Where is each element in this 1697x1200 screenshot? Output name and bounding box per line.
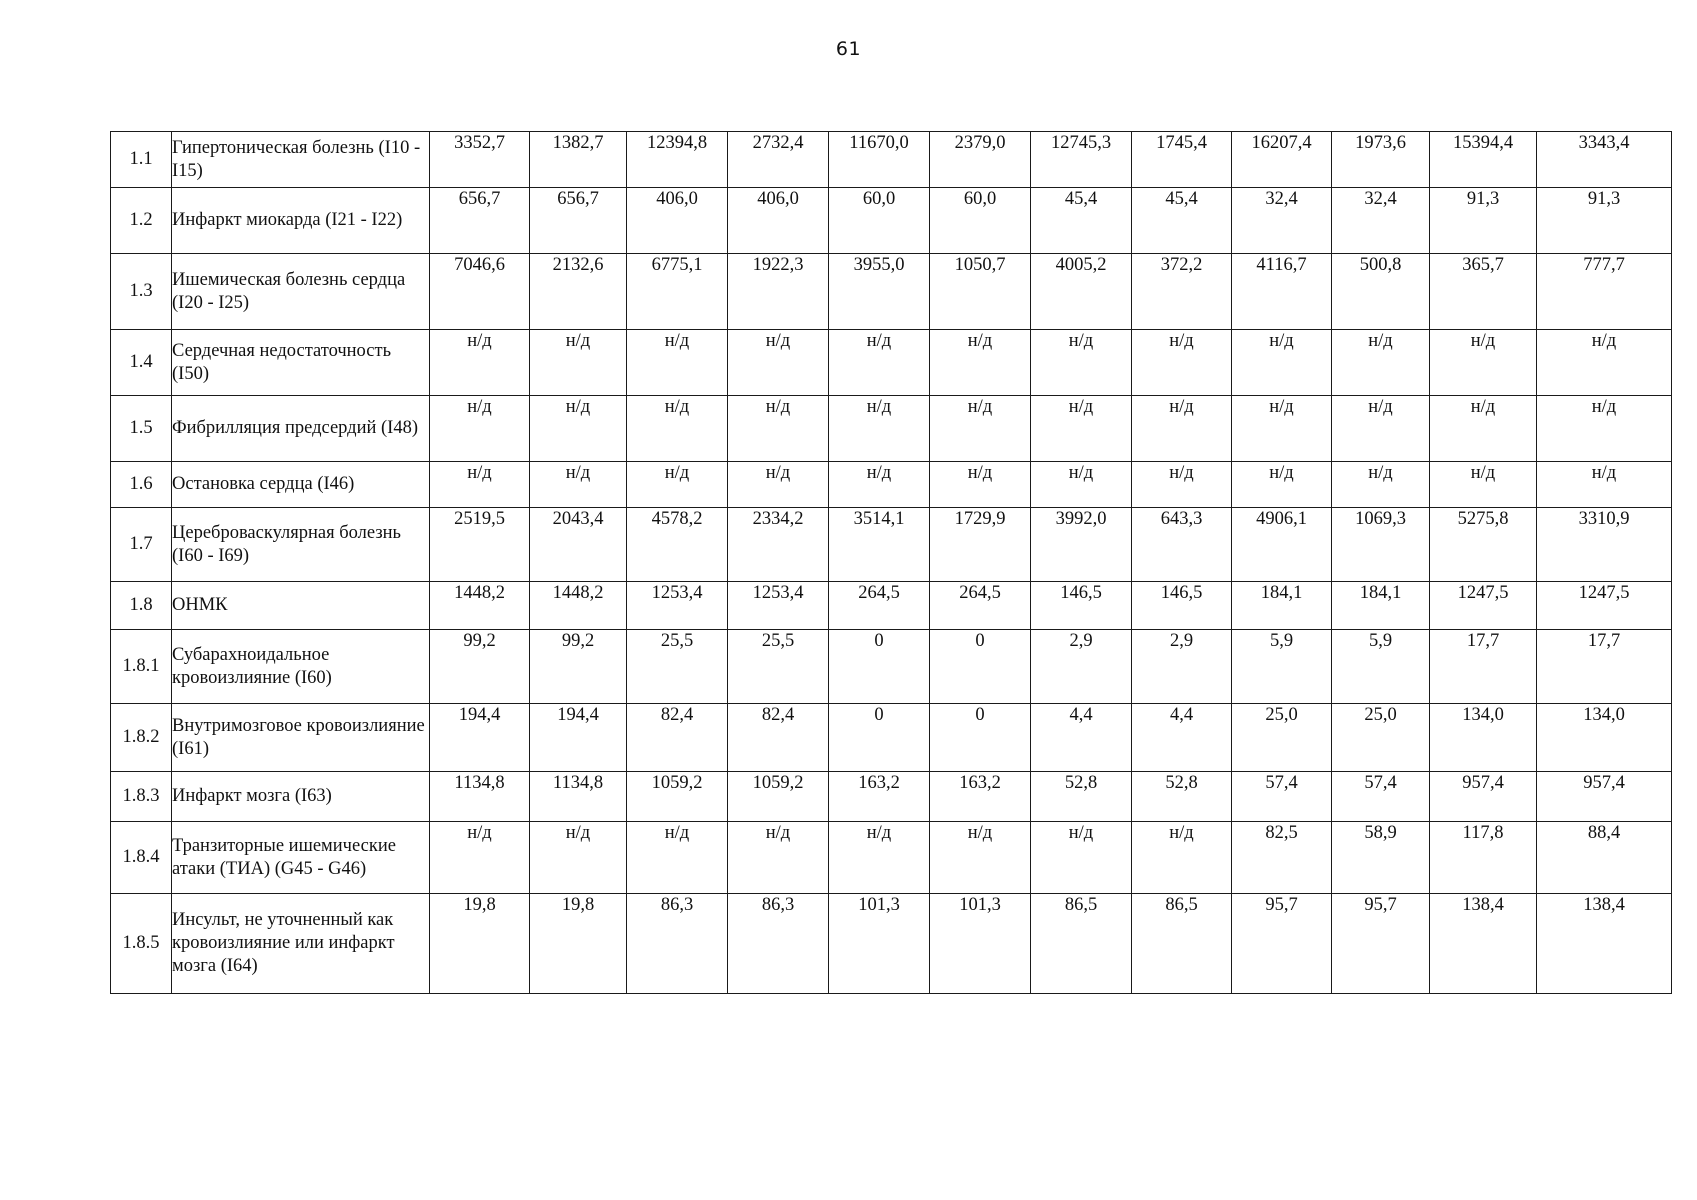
value-cell: 1745,4 xyxy=(1132,132,1232,188)
value-cell: 194,4 xyxy=(530,704,627,772)
value-cell: 19,8 xyxy=(430,894,530,994)
value-cell: 264,5 xyxy=(930,582,1031,630)
row-number-cell: 1.1 xyxy=(111,132,172,188)
value-cell: 1134,8 xyxy=(530,772,627,822)
value-cell: 406,0 xyxy=(627,188,728,254)
value-cell: 194,4 xyxy=(430,704,530,772)
value-cell: 163,2 xyxy=(930,772,1031,822)
value-cell: 0 xyxy=(829,630,930,704)
value-cell: н/д xyxy=(1031,396,1132,462)
value-cell: 2132,6 xyxy=(530,254,627,330)
value-cell: 1050,7 xyxy=(930,254,1031,330)
value-cell: 2,9 xyxy=(1132,630,1232,704)
value-cell: 146,5 xyxy=(1132,582,1232,630)
row-number-cell: 1.8.5 xyxy=(111,894,172,994)
value-cell: 163,2 xyxy=(829,772,930,822)
value-cell: н/д xyxy=(728,330,829,396)
value-cell: н/д xyxy=(1430,396,1537,462)
row-name-cell: Внутримозговое кровоизлияние (I61) xyxy=(172,704,430,772)
table-row xyxy=(111,132,1672,188)
value-cell: 3955,0 xyxy=(829,254,930,330)
value-cell: 6775,1 xyxy=(627,254,728,330)
value-cell: 0 xyxy=(829,704,930,772)
value-cell: 184,1 xyxy=(1232,582,1332,630)
value-cell: н/д xyxy=(728,822,829,894)
value-cell: 1247,5 xyxy=(1537,582,1672,630)
row-name-cell: Остановка сердца (I46) xyxy=(172,462,430,508)
value-cell: н/д xyxy=(1232,330,1332,396)
value-cell: н/д xyxy=(530,396,627,462)
value-cell: н/д xyxy=(530,462,627,508)
table-body xyxy=(111,132,1672,994)
value-cell: 7046,6 xyxy=(430,254,530,330)
table-row xyxy=(111,704,1672,772)
value-cell: 86,5 xyxy=(1132,894,1232,994)
value-cell: н/д xyxy=(1430,330,1537,396)
value-cell: 45,4 xyxy=(1031,188,1132,254)
value-cell: н/д xyxy=(627,330,728,396)
value-cell: 4116,7 xyxy=(1232,254,1332,330)
value-cell: н/д xyxy=(1537,396,1672,462)
value-cell: 0 xyxy=(930,630,1031,704)
value-cell: 12745,3 xyxy=(1031,132,1132,188)
value-cell: 146,5 xyxy=(1031,582,1132,630)
value-cell: 25,0 xyxy=(1332,704,1430,772)
row-number-cell: 1.3 xyxy=(111,254,172,330)
value-cell: 99,2 xyxy=(530,630,627,704)
table-row xyxy=(111,254,1672,330)
value-cell: 101,3 xyxy=(930,894,1031,994)
value-cell: н/д xyxy=(1031,330,1132,396)
value-cell: 777,7 xyxy=(1537,254,1672,330)
value-cell: 1069,3 xyxy=(1332,508,1430,582)
value-cell: 1253,4 xyxy=(728,582,829,630)
table-row xyxy=(111,822,1672,894)
value-cell: н/д xyxy=(1132,822,1232,894)
table-container xyxy=(110,131,1671,994)
value-cell: 58,9 xyxy=(1332,822,1430,894)
table-row xyxy=(111,772,1672,822)
value-cell: 4578,2 xyxy=(627,508,728,582)
value-cell: 2,9 xyxy=(1031,630,1132,704)
value-cell: 1134,8 xyxy=(430,772,530,822)
row-number-cell: 1.2 xyxy=(111,188,172,254)
value-cell: 86,5 xyxy=(1031,894,1132,994)
value-cell: 4906,1 xyxy=(1232,508,1332,582)
value-cell: 1382,7 xyxy=(530,132,627,188)
value-cell: н/д xyxy=(627,822,728,894)
value-cell: 2334,2 xyxy=(728,508,829,582)
row-number-cell: 1.8 xyxy=(111,582,172,630)
value-cell: 16207,4 xyxy=(1232,132,1332,188)
value-cell: 4,4 xyxy=(1031,704,1132,772)
value-cell: 3992,0 xyxy=(1031,508,1132,582)
value-cell: н/д xyxy=(627,462,728,508)
value-cell: н/д xyxy=(430,330,530,396)
table-row xyxy=(111,894,1672,994)
value-cell: н/д xyxy=(1232,396,1332,462)
value-cell: 1448,2 xyxy=(530,582,627,630)
value-cell: н/д xyxy=(1132,462,1232,508)
table-row xyxy=(111,330,1672,396)
value-cell: н/д xyxy=(627,396,728,462)
value-cell: н/д xyxy=(1031,822,1132,894)
value-cell: н/д xyxy=(1132,396,1232,462)
value-cell: 52,8 xyxy=(1031,772,1132,822)
row-number-cell: 1.6 xyxy=(111,462,172,508)
row-number-cell: 1.4 xyxy=(111,330,172,396)
value-cell: 5,9 xyxy=(1232,630,1332,704)
value-cell: 1448,2 xyxy=(430,582,530,630)
row-number-cell: 1.8.4 xyxy=(111,822,172,894)
row-name-cell: Субарахноидальное кровоизлияние (I60) xyxy=(172,630,430,704)
value-cell: 91,3 xyxy=(1430,188,1537,254)
value-cell: 365,7 xyxy=(1430,254,1537,330)
value-cell: 86,3 xyxy=(728,894,829,994)
value-cell: н/д xyxy=(829,462,930,508)
value-cell: 2732,4 xyxy=(728,132,829,188)
row-number-cell: 1.5 xyxy=(111,396,172,462)
value-cell: н/д xyxy=(930,822,1031,894)
table-row xyxy=(111,630,1672,704)
value-cell: 101,3 xyxy=(829,894,930,994)
value-cell: 1059,2 xyxy=(728,772,829,822)
row-number-cell: 1.7 xyxy=(111,508,172,582)
value-cell: 4005,2 xyxy=(1031,254,1132,330)
value-cell: н/д xyxy=(728,396,829,462)
value-cell: н/д xyxy=(829,396,930,462)
value-cell: н/д xyxy=(1430,462,1537,508)
statistics-table xyxy=(110,131,1672,994)
row-name-cell: Сердечная недостаточность (I50) xyxy=(172,330,430,396)
value-cell: н/д xyxy=(1537,462,1672,508)
value-cell: 656,7 xyxy=(530,188,627,254)
value-cell: н/д xyxy=(1132,330,1232,396)
value-cell: 52,8 xyxy=(1132,772,1232,822)
value-cell: 12394,8 xyxy=(627,132,728,188)
value-cell: н/д xyxy=(829,330,930,396)
value-cell: 643,3 xyxy=(1132,508,1232,582)
value-cell: 5,9 xyxy=(1332,630,1430,704)
value-cell: 2379,0 xyxy=(930,132,1031,188)
value-cell: 134,0 xyxy=(1430,704,1537,772)
value-cell: 1253,4 xyxy=(627,582,728,630)
value-cell: 2043,4 xyxy=(530,508,627,582)
value-cell: 3352,7 xyxy=(430,132,530,188)
value-cell: 1922,3 xyxy=(728,254,829,330)
value-cell: 60,0 xyxy=(930,188,1031,254)
value-cell: 82,4 xyxy=(728,704,829,772)
value-cell: 95,7 xyxy=(1232,894,1332,994)
value-cell: 0 xyxy=(930,704,1031,772)
value-cell: н/д xyxy=(1031,462,1132,508)
value-cell: н/д xyxy=(430,396,530,462)
row-number-cell: 1.8.1 xyxy=(111,630,172,704)
value-cell: 3514,1 xyxy=(829,508,930,582)
value-cell: н/д xyxy=(1537,330,1672,396)
value-cell: н/д xyxy=(1332,330,1430,396)
value-cell: 1729,9 xyxy=(930,508,1031,582)
value-cell: 45,4 xyxy=(1132,188,1232,254)
value-cell: н/д xyxy=(430,462,530,508)
value-cell: 57,4 xyxy=(1232,772,1332,822)
value-cell: 25,5 xyxy=(627,630,728,704)
value-cell: 1059,2 xyxy=(627,772,728,822)
value-cell: 138,4 xyxy=(1537,894,1672,994)
row-number-cell: 1.8.3 xyxy=(111,772,172,822)
value-cell: 60,0 xyxy=(829,188,930,254)
value-cell: н/д xyxy=(728,462,829,508)
value-cell: 57,4 xyxy=(1332,772,1430,822)
value-cell: 500,8 xyxy=(1332,254,1430,330)
value-cell: 957,4 xyxy=(1430,772,1537,822)
value-cell: 1973,6 xyxy=(1332,132,1430,188)
value-cell: 82,5 xyxy=(1232,822,1332,894)
value-cell: 134,0 xyxy=(1537,704,1672,772)
value-cell: 4,4 xyxy=(1132,704,1232,772)
value-cell: н/д xyxy=(1332,396,1430,462)
value-cell: 25,0 xyxy=(1232,704,1332,772)
table-row xyxy=(111,462,1672,508)
value-cell: 957,4 xyxy=(1537,772,1672,822)
row-name-cell: ОНМК xyxy=(172,582,430,630)
value-cell: 91,3 xyxy=(1537,188,1672,254)
value-cell: н/д xyxy=(430,822,530,894)
row-name-cell: Фибрилляция предсердий (I48) xyxy=(172,396,430,462)
table-row xyxy=(111,188,1672,254)
value-cell: 117,8 xyxy=(1430,822,1537,894)
row-number-cell: 1.8.2 xyxy=(111,704,172,772)
value-cell: 2519,5 xyxy=(430,508,530,582)
value-cell: н/д xyxy=(930,396,1031,462)
value-cell: н/д xyxy=(530,330,627,396)
value-cell: 15394,4 xyxy=(1430,132,1537,188)
row-name-cell: Инсульт, не уточненный как кровоизлияние или инфаркт мозга (I64) xyxy=(172,894,430,994)
value-cell: 656,7 xyxy=(430,188,530,254)
value-cell: 17,7 xyxy=(1537,630,1672,704)
value-cell: 95,7 xyxy=(1332,894,1430,994)
row-name-cell: Гипертоническая болезнь (I10 - I15) xyxy=(172,132,430,188)
value-cell: 372,2 xyxy=(1132,254,1232,330)
value-cell: 19,8 xyxy=(530,894,627,994)
value-cell: н/д xyxy=(829,822,930,894)
value-cell: н/д xyxy=(530,822,627,894)
value-cell: н/д xyxy=(930,330,1031,396)
value-cell: 86,3 xyxy=(627,894,728,994)
page-number: 61 xyxy=(835,38,862,60)
value-cell: 32,4 xyxy=(1332,188,1430,254)
value-cell: 99,2 xyxy=(430,630,530,704)
value-cell: 32,4 xyxy=(1232,188,1332,254)
value-cell: 88,4 xyxy=(1537,822,1672,894)
table-row xyxy=(111,508,1672,582)
row-name-cell: Ишемическая болезнь сердца (I20 - I25) xyxy=(172,254,430,330)
value-cell: н/д xyxy=(1332,462,1430,508)
row-name-cell: Транзиторные ишемические атаки (ТИА) (G45 - G46) xyxy=(172,822,430,894)
value-cell: 406,0 xyxy=(728,188,829,254)
value-cell: 138,4 xyxy=(1430,894,1537,994)
value-cell: 82,4 xyxy=(627,704,728,772)
value-cell: 25,5 xyxy=(728,630,829,704)
row-name-cell: Цереброваскулярная болезнь (I60 - I69) xyxy=(172,508,430,582)
value-cell: н/д xyxy=(1232,462,1332,508)
value-cell: 11670,0 xyxy=(829,132,930,188)
value-cell: 3310,9 xyxy=(1537,508,1672,582)
row-name-cell: Инфаркт мозга (I63) xyxy=(172,772,430,822)
value-cell: 3343,4 xyxy=(1537,132,1672,188)
value-cell: 1247,5 xyxy=(1430,582,1537,630)
row-name-cell: Инфаркт миокарда (I21 - I22) xyxy=(172,188,430,254)
value-cell: 5275,8 xyxy=(1430,508,1537,582)
value-cell: 184,1 xyxy=(1332,582,1430,630)
value-cell: 17,7 xyxy=(1430,630,1537,704)
table-row xyxy=(111,582,1672,630)
table-row xyxy=(111,396,1672,462)
value-cell: н/д xyxy=(930,462,1031,508)
value-cell: 264,5 xyxy=(829,582,930,630)
